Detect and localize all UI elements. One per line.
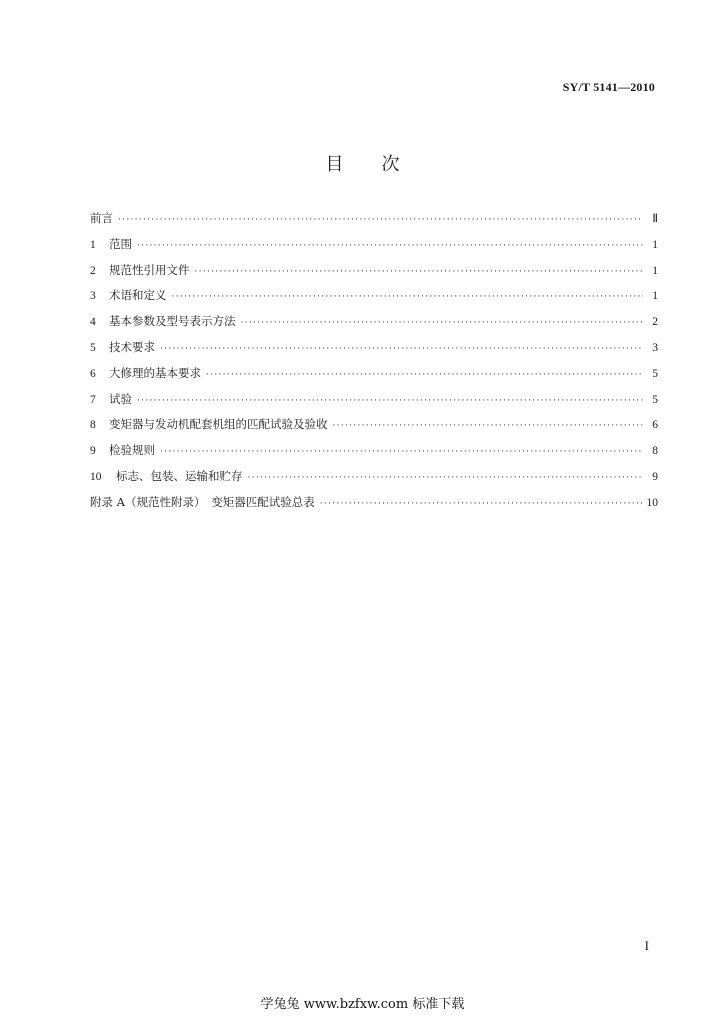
- toc-entry-label: 检验规则: [109, 443, 155, 458]
- toc-entry-page: 1: [652, 290, 658, 303]
- toc-entry-page: Ⅱ: [652, 213, 658, 225]
- dot-leader: [206, 370, 643, 380]
- toc-entry-label: 试验: [109, 391, 132, 406]
- standard-code: SY/T 5141—2010: [562, 80, 655, 94]
- toc-entry-label: 基本参数及型号表示方法: [109, 314, 236, 329]
- toc-entry-number: 5: [90, 341, 96, 354]
- toc-entry-label: 附录 A（规范性附录） 变矩器匹配试验总表: [90, 494, 315, 509]
- table-of-contents: [90, 210, 658, 520]
- toc-entry-page: 5: [652, 367, 658, 380]
- toc-entry-label: 术语和定义: [109, 288, 167, 303]
- toc-entry-4[interactable]: [90, 313, 658, 339]
- dot-leader: [195, 267, 644, 277]
- toc-entry-label: 技术要求: [109, 339, 155, 354]
- dot-leader: [137, 241, 643, 251]
- toc-entry-number: 1: [90, 238, 96, 251]
- dot-leader: [241, 318, 644, 328]
- page-title: 目次: [325, 154, 438, 175]
- toc-entry-foreword[interactable]: [90, 210, 658, 236]
- page-number: I: [644, 938, 649, 953]
- toc-entry-number: 3: [90, 290, 96, 303]
- dot-leader: [320, 499, 642, 509]
- toc-entry-3[interactable]: [90, 287, 658, 313]
- toc-entry-label: 大修理的基本要求: [109, 365, 201, 380]
- toc-entry-number: 2: [90, 264, 96, 277]
- toc-entry-page: 2: [652, 316, 658, 329]
- toc-entry-label: 变矩器与发动机配套机组的匹配试验及验收: [109, 417, 328, 432]
- dot-leader: [333, 421, 644, 431]
- toc-entry-page: 8: [652, 445, 658, 458]
- toc-entry-page: 6: [652, 419, 658, 432]
- toc-entry-page: 10: [646, 496, 658, 509]
- dot-leader: [160, 344, 643, 354]
- toc-entry-label: 标志、包装、运输和贮存: [116, 468, 243, 483]
- toc-entry-page: 5: [652, 393, 658, 406]
- toc-entry-number: 10: [90, 470, 102, 483]
- dot-leader: [137, 396, 643, 406]
- toc-entry-9[interactable]: [90, 442, 658, 468]
- toc-entry-page: 3: [652, 341, 658, 354]
- toc-entry-1[interactable]: [90, 236, 658, 262]
- toc-entry-5[interactable]: [90, 339, 658, 365]
- toc-entry-6[interactable]: [90, 365, 658, 391]
- toc-entry-number: 9: [90, 445, 96, 458]
- dot-leader: [160, 447, 643, 457]
- toc-entry-page: 1: [652, 238, 658, 251]
- toc-entry-appendix-a[interactable]: [90, 494, 658, 520]
- toc-entry-page: 9: [652, 470, 658, 483]
- toc-entry-page: 1: [652, 264, 658, 277]
- toc-entry-2[interactable]: [90, 262, 658, 288]
- toc-entry-number: 8: [90, 419, 96, 432]
- toc-entry-label: 范围: [109, 236, 132, 251]
- dot-leader: [118, 215, 643, 225]
- watermark-text: 学兔兔 www.bzfxw.com 标准下载: [260, 997, 465, 1012]
- toc-entry-10[interactable]: [90, 468, 658, 494]
- toc-entry-8[interactable]: [90, 416, 658, 442]
- toc-entry-number: 4: [90, 316, 96, 329]
- dot-leader: [172, 292, 644, 302]
- toc-entry-label: 规范性引用文件: [109, 262, 190, 277]
- toc-entry-7[interactable]: [90, 391, 658, 417]
- dot-leader: [248, 473, 644, 483]
- toc-entry-number: 6: [90, 367, 96, 380]
- toc-entry-label: 前言: [90, 211, 113, 225]
- toc-entry-number: 7: [90, 393, 96, 406]
